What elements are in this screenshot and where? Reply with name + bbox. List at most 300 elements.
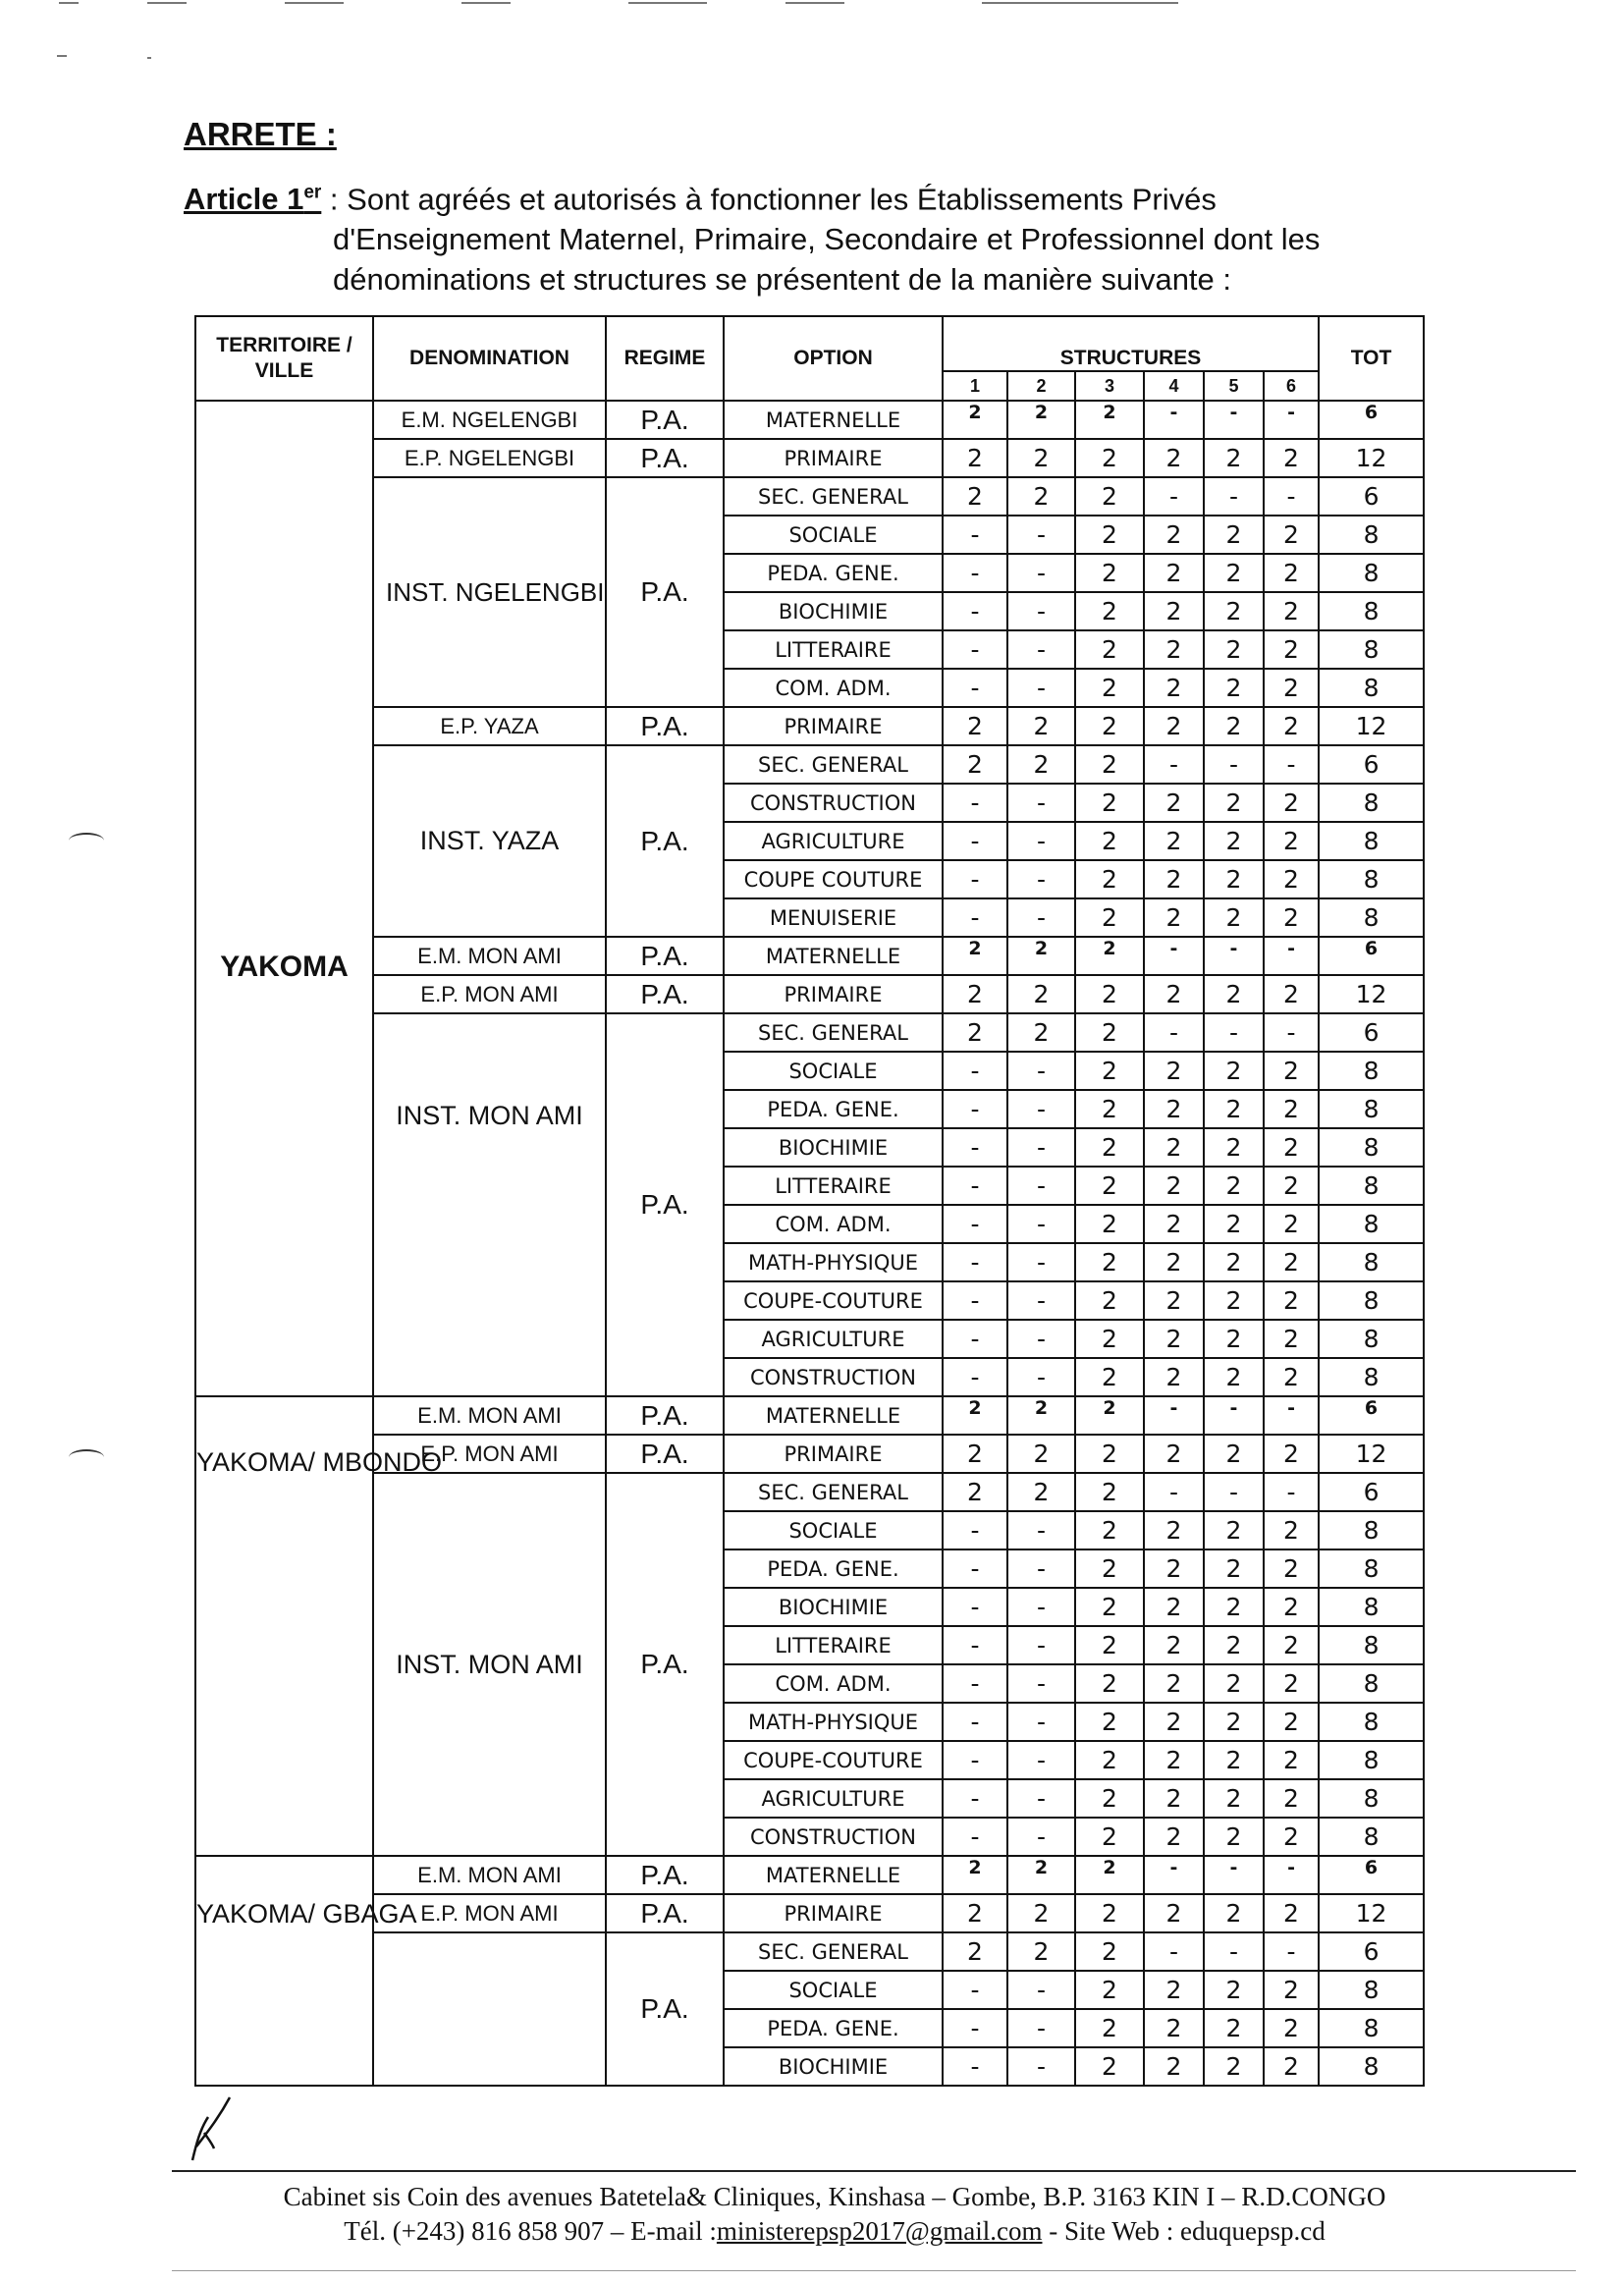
- structure-cell: 2: [1075, 1013, 1144, 1052]
- structure-cell: 2: [1144, 1243, 1204, 1281]
- structure-cell: -: [1264, 1473, 1319, 1511]
- structure-cell: 2: [1075, 439, 1144, 477]
- structure-cell: -: [943, 1549, 1007, 1588]
- structure-cell: -: [943, 1626, 1007, 1664]
- total-cell: 8: [1319, 822, 1424, 860]
- structure-cell: -: [1007, 1320, 1075, 1358]
- structure-cell: -: [1007, 1664, 1075, 1703]
- structure-cell: 2: [1204, 1281, 1264, 1320]
- total-cell: 12: [1319, 975, 1424, 1013]
- structure-cell: -: [1204, 477, 1264, 516]
- option-cell: CONSTRUCTION: [724, 1818, 943, 1856]
- structure-cell: 2: [1144, 1167, 1204, 1205]
- option-cell: SOCIALE: [724, 1511, 943, 1549]
- structure-cell: 2: [1144, 1588, 1204, 1626]
- structure-cell: 2: [1007, 1932, 1075, 1971]
- total-cell: 8: [1319, 554, 1424, 592]
- structure-cell: -: [1264, 937, 1319, 975]
- total-cell: 8: [1319, 1703, 1424, 1741]
- structure-cell: 2: [1144, 1971, 1204, 2009]
- table-row: [195, 477, 1424, 516]
- total-cell: 6: [1319, 1473, 1424, 1511]
- structure-cell: -: [943, 1588, 1007, 1626]
- structure-cell: -: [1264, 1856, 1319, 1894]
- option-cell: LITTERAIRE: [724, 1626, 943, 1664]
- structure-cell: -: [943, 630, 1007, 669]
- option-cell: BIOCHIMIE: [724, 2047, 943, 2086]
- structure-cell: -: [943, 2047, 1007, 2086]
- structure-cell: 2: [1075, 1435, 1144, 1473]
- establishments-table: [194, 315, 1425, 2087]
- option-cell: COUPE-COUTURE: [724, 1281, 943, 1320]
- structure-cell: 2: [1264, 516, 1319, 554]
- structure-cell: -: [1007, 1626, 1075, 1664]
- structure-cell: 2: [943, 1473, 1007, 1511]
- denomination-cell: E.M. MON AMI: [373, 1856, 606, 1894]
- footer-bottom-rule: [172, 2270, 1576, 2271]
- structure-cell: 2: [1075, 1626, 1144, 1664]
- structure-cell: 2: [943, 1932, 1007, 1971]
- option-cell: LITTERAIRE: [724, 630, 943, 669]
- regime-cell: P.A.: [606, 1396, 724, 1435]
- structure-cell: 2: [1264, 1167, 1319, 1205]
- structure-cell: -: [943, 592, 1007, 630]
- structure-cell: 2: [1075, 1052, 1144, 1090]
- structure-cell: 2: [1075, 2047, 1144, 2086]
- structure-cell: 2: [1264, 1779, 1319, 1818]
- table-row: [195, 937, 1424, 975]
- denomination-cell: E.P. YAZA: [373, 707, 606, 745]
- header-denomination: DENOMINATION: [373, 316, 606, 401]
- structure-cell: 2: [1075, 1664, 1144, 1703]
- structure-cell: 2: [1075, 1818, 1144, 1856]
- structure-cell: 2: [943, 975, 1007, 1013]
- structure-cell: -: [943, 1818, 1007, 1856]
- structure-cell: 2: [1264, 1358, 1319, 1396]
- structure-cell: 2: [1007, 439, 1075, 477]
- option-cell: PEDA. GENE.: [724, 2009, 943, 2047]
- denomination-cell: E.M. MON AMI: [373, 1396, 606, 1435]
- total-cell: 8: [1319, 1052, 1424, 1090]
- total-cell: 6: [1319, 401, 1424, 439]
- structure-cell: -: [1007, 1779, 1075, 1818]
- denomination-cell: E.P. MON AMI: [373, 975, 606, 1013]
- structure-cell: 2: [1144, 1741, 1204, 1779]
- structure-cell: -: [1144, 1932, 1204, 1971]
- denomination-cell: INST. MON AMI: [373, 1013, 606, 1396]
- total-cell: 6: [1319, 477, 1424, 516]
- option-cell: PRIMAIRE: [724, 1894, 943, 1932]
- structure-cell: -: [943, 1090, 1007, 1128]
- structure-cell: 2: [1075, 1090, 1144, 1128]
- structure-cell: 2: [1264, 669, 1319, 707]
- header-territoire: TERRITOIRE / VILLE: [195, 316, 373, 401]
- structure-cell: 2: [943, 707, 1007, 745]
- structure-cell: 2: [1007, 1894, 1075, 1932]
- structure-cell: -: [1204, 1013, 1264, 1052]
- structure-cell: 2: [943, 1435, 1007, 1473]
- structure-cell: -: [1007, 2009, 1075, 2047]
- total-cell: 6: [1319, 745, 1424, 784]
- option-cell: SEC. GENERAL: [724, 477, 943, 516]
- structure-cell: -: [1144, 745, 1204, 784]
- header-structure-4: 4: [1144, 371, 1204, 401]
- margin-mark: [69, 833, 104, 848]
- structure-cell: 2: [1075, 2009, 1144, 2047]
- option-cell: MATERNELLE: [724, 401, 943, 439]
- structure-cell: -: [1007, 554, 1075, 592]
- option-cell: MENUISERIE: [724, 898, 943, 937]
- structure-cell: 2: [1144, 516, 1204, 554]
- structure-cell: 2: [1204, 898, 1264, 937]
- territory-cell: YAKOMA/ MBONDO: [195, 1396, 373, 1856]
- structure-cell: 2: [943, 937, 1007, 975]
- structure-cell: -: [1007, 1358, 1075, 1396]
- article-1: [184, 173, 1431, 299]
- structure-cell: 2: [1144, 1894, 1204, 1932]
- structure-cell: -: [943, 554, 1007, 592]
- regime-cell: P.A.: [606, 1932, 724, 2086]
- total-cell: 8: [1319, 1971, 1424, 2009]
- structure-cell: 2: [1204, 1358, 1264, 1396]
- structure-cell: -: [1007, 1090, 1075, 1128]
- option-cell: PRIMAIRE: [724, 707, 943, 745]
- structure-cell: 2: [1144, 1128, 1204, 1167]
- structure-cell: -: [1007, 1971, 1075, 2009]
- structure-cell: -: [1264, 1932, 1319, 1971]
- structure-cell: 2: [943, 1396, 1007, 1435]
- structure-cell: -: [1144, 1013, 1204, 1052]
- header-regime: REGIME: [606, 316, 724, 401]
- footer: [147, 2180, 1522, 2249]
- structure-cell: 2: [1204, 1435, 1264, 1473]
- structure-cell: 2: [1075, 1779, 1144, 1818]
- structure-cell: 2: [1075, 1281, 1144, 1320]
- regime-cell: P.A.: [606, 1894, 724, 1932]
- structure-cell: 2: [1264, 1588, 1319, 1626]
- regime-cell: P.A.: [606, 401, 724, 439]
- option-cell: COM. ADM.: [724, 1664, 943, 1703]
- structure-cell: -: [1264, 477, 1319, 516]
- regime-cell: P.A.: [606, 1473, 724, 1856]
- table-row: [195, 707, 1424, 745]
- structure-cell: 2: [1075, 1473, 1144, 1511]
- arrete-heading: ARRETE :: [184, 116, 337, 152]
- denomination-cell: INST. MON AMI: [373, 1473, 606, 1856]
- article-label: Article 1er: [184, 182, 322, 217]
- structure-cell: 2: [1264, 1894, 1319, 1932]
- regime-cell: P.A.: [606, 1013, 724, 1396]
- total-cell: 6: [1319, 1013, 1424, 1052]
- structure-cell: -: [1204, 1396, 1264, 1435]
- structure-cell: 2: [1204, 516, 1264, 554]
- structure-cell: -: [1007, 1511, 1075, 1549]
- structure-cell: 2: [1075, 1549, 1144, 1588]
- option-cell: BIOCHIMIE: [724, 1588, 943, 1626]
- structure-cell: 2: [1144, 2047, 1204, 2086]
- structure-cell: 2: [1204, 1664, 1264, 1703]
- regime-cell: P.A.: [606, 745, 724, 937]
- structure-cell: 2: [1007, 477, 1075, 516]
- total-cell: 8: [1319, 1281, 1424, 1320]
- structure-cell: -: [1204, 1932, 1264, 1971]
- structure-cell: 2: [1007, 745, 1075, 784]
- structure-cell: 2: [943, 745, 1007, 784]
- table-row: [195, 1396, 1424, 1435]
- header-structure-6: 6: [1264, 371, 1319, 401]
- structure-cell: 2: [1204, 1741, 1264, 1779]
- structure-cell: 2: [1144, 860, 1204, 898]
- total-cell: 12: [1319, 707, 1424, 745]
- territory-cell: YAKOMA/ GBAGA: [195, 1856, 373, 2086]
- regime-cell: P.A.: [606, 1435, 724, 1473]
- structure-cell: 2: [1264, 898, 1319, 937]
- structure-cell: 2: [1075, 1894, 1144, 1932]
- option-cell: PRIMAIRE: [724, 439, 943, 477]
- structure-cell: 2: [1144, 1626, 1204, 1664]
- option-cell: SOCIALE: [724, 1971, 943, 2009]
- denomination-cell: INST. YAZA: [373, 745, 606, 937]
- header-option: OPTION: [724, 316, 943, 401]
- structure-cell: -: [1264, 1396, 1319, 1435]
- structure-cell: 2: [1264, 2009, 1319, 2047]
- option-cell: PRIMAIRE: [724, 1435, 943, 1473]
- structure-cell: 2: [1144, 1664, 1204, 1703]
- structure-cell: -: [943, 1358, 1007, 1396]
- structure-cell: 2: [1144, 1549, 1204, 1588]
- structure-cell: 2: [1144, 1703, 1204, 1741]
- structure-cell: -: [943, 1703, 1007, 1741]
- structure-cell: 2: [1144, 1205, 1204, 1243]
- denomination-cell: E.M. MON AMI: [373, 937, 606, 975]
- structure-cell: 2: [1204, 1971, 1264, 2009]
- footer-divider: [172, 2170, 1576, 2172]
- total-cell: 6: [1319, 1856, 1424, 1894]
- structure-cell: -: [943, 1052, 1007, 1090]
- signature-mark: [187, 2090, 236, 2163]
- article-line-1: : Sont agréés et autorisés à fonctionner les Établissements Privés: [321, 182, 1217, 217]
- structure-cell: -: [943, 784, 1007, 822]
- structure-cell: 2: [1144, 1052, 1204, 1090]
- structure-cell: -: [1007, 1128, 1075, 1167]
- structure-cell: 2: [1144, 1511, 1204, 1549]
- table-row: [195, 439, 1424, 477]
- structure-cell: -: [943, 516, 1007, 554]
- structure-cell: 2: [1144, 1779, 1204, 1818]
- structure-cell: 2: [1144, 1818, 1204, 1856]
- option-cell: SEC. GENERAL: [724, 745, 943, 784]
- structure-cell: 2: [1144, 439, 1204, 477]
- option-cell: AGRICULTURE: [724, 822, 943, 860]
- structure-cell: -: [1007, 630, 1075, 669]
- structure-cell: 2: [1204, 2009, 1264, 2047]
- structure-cell: 2: [1204, 669, 1264, 707]
- structure-cell: 2: [1264, 975, 1319, 1013]
- structure-cell: 2: [1007, 707, 1075, 745]
- structure-cell: 2: [1075, 1856, 1144, 1894]
- structure-cell: 2: [1075, 1320, 1144, 1358]
- table-row: [195, 1856, 1424, 1894]
- table-row: [195, 1013, 1424, 1052]
- structure-cell: 2: [943, 439, 1007, 477]
- structure-cell: 2: [1264, 592, 1319, 630]
- structure-cell: 2: [1264, 1320, 1319, 1358]
- structure-cell: 2: [1075, 1741, 1144, 1779]
- structure-cell: 2: [1144, 669, 1204, 707]
- option-cell: BIOCHIMIE: [724, 592, 943, 630]
- option-cell: PRIMAIRE: [724, 975, 943, 1013]
- regime-cell: P.A.: [606, 707, 724, 745]
- table-row: [195, 401, 1424, 439]
- structure-cell: 2: [1144, 592, 1204, 630]
- structure-cell: -: [1007, 1588, 1075, 1626]
- total-cell: 8: [1319, 516, 1424, 554]
- option-cell: SOCIALE: [724, 1052, 943, 1090]
- structure-cell: 2: [1264, 1626, 1319, 1664]
- structure-cell: -: [943, 1281, 1007, 1320]
- total-cell: 8: [1319, 1090, 1424, 1128]
- structure-cell: -: [1007, 516, 1075, 554]
- total-cell: 8: [1319, 898, 1424, 937]
- structure-cell: -: [1204, 745, 1264, 784]
- structure-cell: 2: [1204, 860, 1264, 898]
- total-cell: 8: [1319, 1741, 1424, 1779]
- regime-cell: P.A.: [606, 975, 724, 1013]
- structure-cell: 2: [1264, 1818, 1319, 1856]
- structure-cell: -: [1144, 477, 1204, 516]
- structure-cell: 2: [1204, 630, 1264, 669]
- structure-cell: 2: [1264, 1205, 1319, 1243]
- structure-cell: -: [1264, 401, 1319, 439]
- total-cell: 8: [1319, 1320, 1424, 1358]
- structure-cell: 2: [1204, 975, 1264, 1013]
- structure-cell: 2: [1075, 1167, 1144, 1205]
- option-cell: COM. ADM.: [724, 1205, 943, 1243]
- structure-cell: 2: [1075, 554, 1144, 592]
- denomination-cell: E.P. NGELENGBI: [373, 439, 606, 477]
- structure-cell: -: [1007, 1703, 1075, 1741]
- option-cell: PEDA. GENE.: [724, 554, 943, 592]
- option-cell: AGRICULTURE: [724, 1320, 943, 1358]
- structure-cell: 2: [1264, 1243, 1319, 1281]
- structure-cell: -: [943, 1243, 1007, 1281]
- structure-cell: 2: [943, 401, 1007, 439]
- structure-cell: 2: [1264, 1703, 1319, 1741]
- header-structure-2: 2: [1007, 371, 1075, 401]
- header-structures: STRUCTURES: [943, 316, 1319, 371]
- option-cell: AGRICULTURE: [724, 1779, 943, 1818]
- structure-cell: 2: [1204, 822, 1264, 860]
- structure-cell: 2: [1264, 1664, 1319, 1703]
- total-cell: 8: [1319, 1626, 1424, 1664]
- structure-cell: -: [943, 1511, 1007, 1549]
- structure-cell: 2: [1204, 1128, 1264, 1167]
- structure-cell: -: [1144, 1856, 1204, 1894]
- total-cell: 8: [1319, 1549, 1424, 1588]
- regime-cell: P.A.: [606, 937, 724, 975]
- total-cell: 8: [1319, 1358, 1424, 1396]
- option-cell: LITTERAIRE: [724, 1167, 943, 1205]
- structure-cell: 2: [1075, 937, 1144, 975]
- table-row: [195, 1473, 1424, 1511]
- structure-cell: 2: [1075, 1396, 1144, 1435]
- structure-cell: 2: [1075, 1703, 1144, 1741]
- structure-cell: 2: [1007, 1396, 1075, 1435]
- header-tot: TOT: [1319, 316, 1424, 401]
- structure-cell: 2: [1144, 1320, 1204, 1358]
- structure-cell: 2: [1144, 707, 1204, 745]
- structure-cell: 2: [1264, 1128, 1319, 1167]
- structure-cell: 2: [1204, 1626, 1264, 1664]
- header-structure-5: 5: [1204, 371, 1264, 401]
- denomination-cell: E.P. MON AMI: [373, 1894, 606, 1932]
- structure-cell: 2: [1204, 1167, 1264, 1205]
- structure-cell: 2: [1075, 1205, 1144, 1243]
- option-cell: PEDA. GENE.: [724, 1549, 943, 1588]
- structure-cell: 2: [1264, 1549, 1319, 1588]
- total-cell: 8: [1319, 592, 1424, 630]
- structure-cell: -: [1204, 1473, 1264, 1511]
- structure-cell: -: [1204, 937, 1264, 975]
- structure-cell: -: [1007, 860, 1075, 898]
- structure-cell: 2: [1075, 860, 1144, 898]
- total-cell: 12: [1319, 1894, 1424, 1932]
- structure-cell: -: [943, 1779, 1007, 1818]
- header-structure-1: 1: [943, 371, 1007, 401]
- structure-cell: 2: [1075, 592, 1144, 630]
- structure-cell: 2: [1204, 1894, 1264, 1932]
- structure-cell: -: [1007, 1549, 1075, 1588]
- structure-cell: 2: [1144, 2009, 1204, 2047]
- structure-cell: 2: [1264, 822, 1319, 860]
- structure-cell: 2: [1075, 1243, 1144, 1281]
- total-cell: 8: [1319, 1128, 1424, 1167]
- structure-cell: -: [943, 1741, 1007, 1779]
- footer-email[interactable]: ministerepsp2017@gmail.com: [716, 2216, 1043, 2246]
- structure-cell: 2: [1007, 937, 1075, 975]
- structure-cell: 2: [1144, 1435, 1204, 1473]
- structure-cell: 2: [1204, 1052, 1264, 1090]
- footer-address: Cabinet sis Coin des avenues Batetela& Cliniques, Kinshasa – Gombe, B.P. 3163 KIN I – R.D.CONGO: [283, 2182, 1386, 2211]
- total-cell: 8: [1319, 2047, 1424, 2086]
- option-cell: COUPE COUTURE: [724, 860, 943, 898]
- structure-cell: 2: [1144, 554, 1204, 592]
- structure-cell: 2: [1264, 1435, 1319, 1473]
- structure-cell: 2: [1144, 630, 1204, 669]
- structure-cell: 2: [1075, 669, 1144, 707]
- article-line-2: d'Enseignement Maternel, Primaire, Secondaire et Professionnel dont les: [333, 222, 1321, 257]
- structure-cell: -: [943, 1320, 1007, 1358]
- structure-cell: -: [943, 898, 1007, 937]
- option-cell: SEC. GENERAL: [724, 1932, 943, 1971]
- total-cell: 8: [1319, 860, 1424, 898]
- total-cell: 8: [1319, 1779, 1424, 1818]
- table-row: [195, 745, 1424, 784]
- total-cell: 8: [1319, 1588, 1424, 1626]
- structure-cell: -: [1007, 822, 1075, 860]
- structure-cell: -: [1144, 1396, 1204, 1435]
- structure-cell: -: [1007, 1818, 1075, 1856]
- structure-cell: -: [1007, 1167, 1075, 1205]
- structure-cell: -: [1007, 784, 1075, 822]
- structure-cell: 2: [1007, 975, 1075, 1013]
- structure-cell: 2: [1204, 784, 1264, 822]
- structure-cell: 2: [1144, 898, 1204, 937]
- table-row: [195, 1932, 1424, 1971]
- structure-cell: 2: [1007, 1435, 1075, 1473]
- structure-cell: 2: [1075, 1128, 1144, 1167]
- structure-cell: 2: [1144, 1281, 1204, 1320]
